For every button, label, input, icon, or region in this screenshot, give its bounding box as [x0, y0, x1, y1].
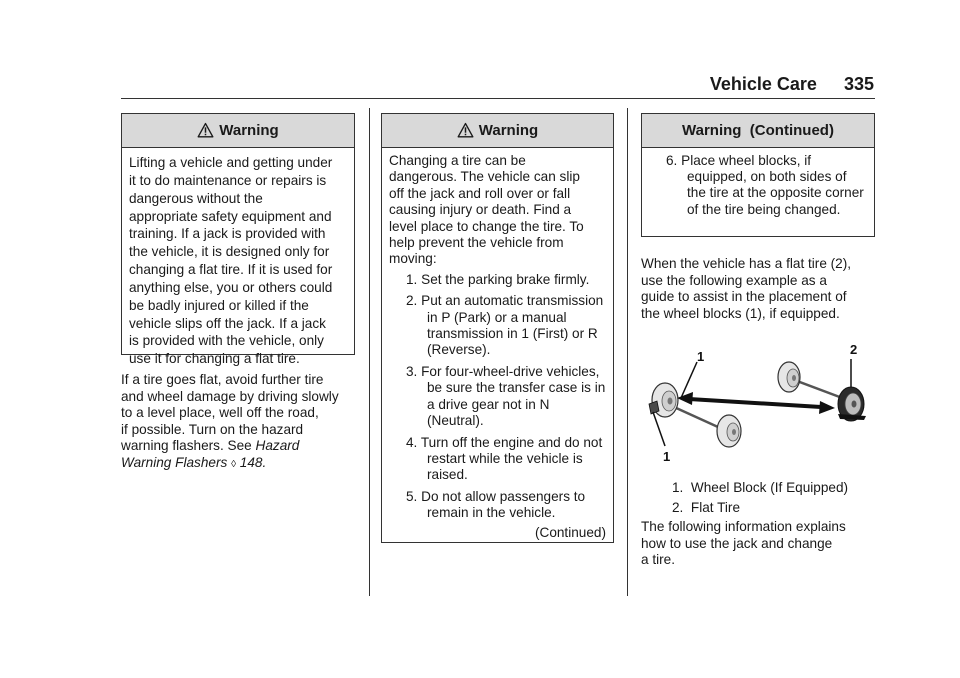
leader-line — [681, 362, 697, 398]
warning-box-lifting — [121, 113, 355, 367]
warning-line: moving: — [389, 251, 437, 267]
legend-item — [672, 498, 848, 518]
step-text: Place wheel blocks, if equipped, on both sides of the tire at the opposite corner of the tire being changed. — [681, 153, 864, 217]
flat-tire-paragraph — [121, 372, 366, 473]
page-header — [710, 74, 874, 95]
legend-text: Wheel Block (If Equipped) — [690, 480, 849, 495]
warning-line: help prevent the vehicle from — [389, 235, 564, 251]
warning-triangle-icon — [457, 122, 474, 139]
see-text: warning flashers. See — [121, 438, 252, 453]
wheel-block-paragraph — [641, 256, 879, 322]
warning-line: use it for changing a flat tire. — [129, 351, 300, 367]
cross-reference-link[interactable]: Warning Flashers — [121, 454, 228, 470]
warning-text — [122, 148, 354, 368]
legend-item — [672, 478, 848, 498]
warning-line: is provided with the vehicle, only — [129, 333, 324, 349]
cross-reference-link[interactable]: Hazard — [255, 438, 300, 453]
legend-text: Flat Tire — [690, 500, 741, 515]
step-text: Do not allow passengers to remain in the vehicle. — [421, 488, 586, 521]
legend-number: 2. — [672, 500, 684, 515]
paragraph-line: If a tire goes flat, avoid further tire — [121, 372, 324, 387]
step-text: Turn off the engine and do not restart while the vehicle is raised. — [420, 434, 603, 483]
paragraph-line: The following information explains — [641, 519, 846, 534]
warning-line: training. If a jack is provided with — [129, 226, 326, 242]
warning-header — [382, 114, 613, 148]
warning-line: changing a flat tire. If it is used for — [129, 262, 333, 278]
warning-box-continued — [641, 113, 875, 237]
continued-label: (Continued) — [534, 524, 606, 540]
step-number: 3. — [406, 363, 418, 379]
list-item — [389, 293, 606, 359]
warning-line: vehicle slips off the jack. If a jack — [129, 315, 326, 331]
warning-title: Warning — [219, 122, 279, 139]
list-item — [389, 364, 606, 430]
front-right-wheel — [717, 415, 741, 447]
paragraph-line: if possible. Turn on the hazard — [121, 421, 304, 437]
diagonal-arrow — [677, 392, 835, 414]
paragraph-line: and wheel damage by driving slowly — [121, 388, 339, 404]
wheel-block-illustration — [641, 344, 875, 464]
list-item — [389, 435, 606, 484]
callout-label-1: 1 — [663, 449, 671, 464]
step-text: Put an automatic transmission in P (Park) or a manual transmission in 1 (First) or R (Reverse). — [421, 293, 604, 358]
jack-info-paragraph — [641, 519, 879, 569]
warning-box-changing-tire — [381, 113, 614, 543]
warning-title: Warning — [478, 122, 539, 139]
paragraph-line: the wheel blocks (1), if equipped. — [641, 305, 840, 321]
safety-steps-list — [389, 272, 606, 522]
step-number: 6. — [666, 153, 678, 168]
paragraph-line — [121, 455, 366, 474]
step-number: 5. — [406, 488, 418, 504]
step-number: 1. — [406, 271, 418, 287]
flat-tire — [838, 387, 866, 421]
section-title: Vehicle Care — [709, 74, 817, 94]
list-item — [389, 272, 606, 288]
warning-line: off the jack and roll over or fall — [389, 185, 571, 201]
paragraph-line: use the following example as a — [641, 272, 827, 288]
warning-line: Lifting a vehicle and getting under — [129, 155, 333, 170]
list-item — [649, 153, 867, 218]
paragraph-line: to a level place, well off the road, — [121, 405, 319, 420]
paragraph-line: guide to assist in the placement of — [641, 289, 847, 304]
callout-label-1: 1 — [697, 349, 705, 364]
callout-label-2: 2 — [850, 344, 858, 357]
column-divider-1 — [369, 108, 370, 596]
safety-steps-list — [649, 153, 867, 218]
step-number: 4. — [406, 434, 418, 450]
step-text: Set the parking brake firmly. — [421, 271, 590, 287]
column-divider-2 — [627, 108, 628, 596]
warning-header — [642, 114, 874, 148]
paragraph-line: a tire. — [641, 552, 675, 567]
paragraph-line: how to use the jack and change — [641, 535, 833, 551]
warning-text — [642, 148, 874, 218]
warning-line: level place to change the tire. To — [389, 218, 584, 234]
step-number: 2. — [406, 293, 418, 309]
warning-text — [382, 148, 613, 541]
page-reference[interactable]: 148. — [239, 454, 267, 470]
list-item — [389, 489, 606, 522]
warning-line: dangerous without the — [129, 190, 263, 206]
warning-line: dangerous. The vehicle can slip — [389, 169, 580, 185]
warning-triangle-icon — [197, 122, 214, 139]
page-ref-icon: ◊ — [231, 458, 237, 470]
warning-line: causing injury or death. Find a — [389, 202, 572, 218]
paragraph-line: When the vehicle has a flat tire (2), — [641, 256, 852, 271]
page-number: 335 — [843, 74, 874, 94]
step-text: For four-wheel-drive vehicles, be sure the transfer case is in a drive gear not in N (Neutral). — [421, 363, 606, 429]
warning-line: anything else, you or others could — [129, 279, 333, 295]
warning-title: Warning (Continued) — [682, 122, 834, 139]
warning-header — [122, 114, 354, 148]
warning-line: it to do maintenance or repairs is — [129, 172, 327, 188]
warning-line: the vehicle, it is designed only for — [129, 244, 330, 260]
rear-left-wheel — [778, 362, 800, 392]
warning-line: Changing a tire can be — [389, 153, 526, 168]
header-rule — [121, 98, 875, 99]
warning-line: be badly injured or killed if the — [129, 297, 309, 313]
paragraph-line — [121, 438, 366, 455]
figure-legend — [672, 478, 848, 518]
legend-number: 1. — [672, 480, 684, 495]
warning-line: appropriate safety equipment and — [129, 208, 332, 224]
